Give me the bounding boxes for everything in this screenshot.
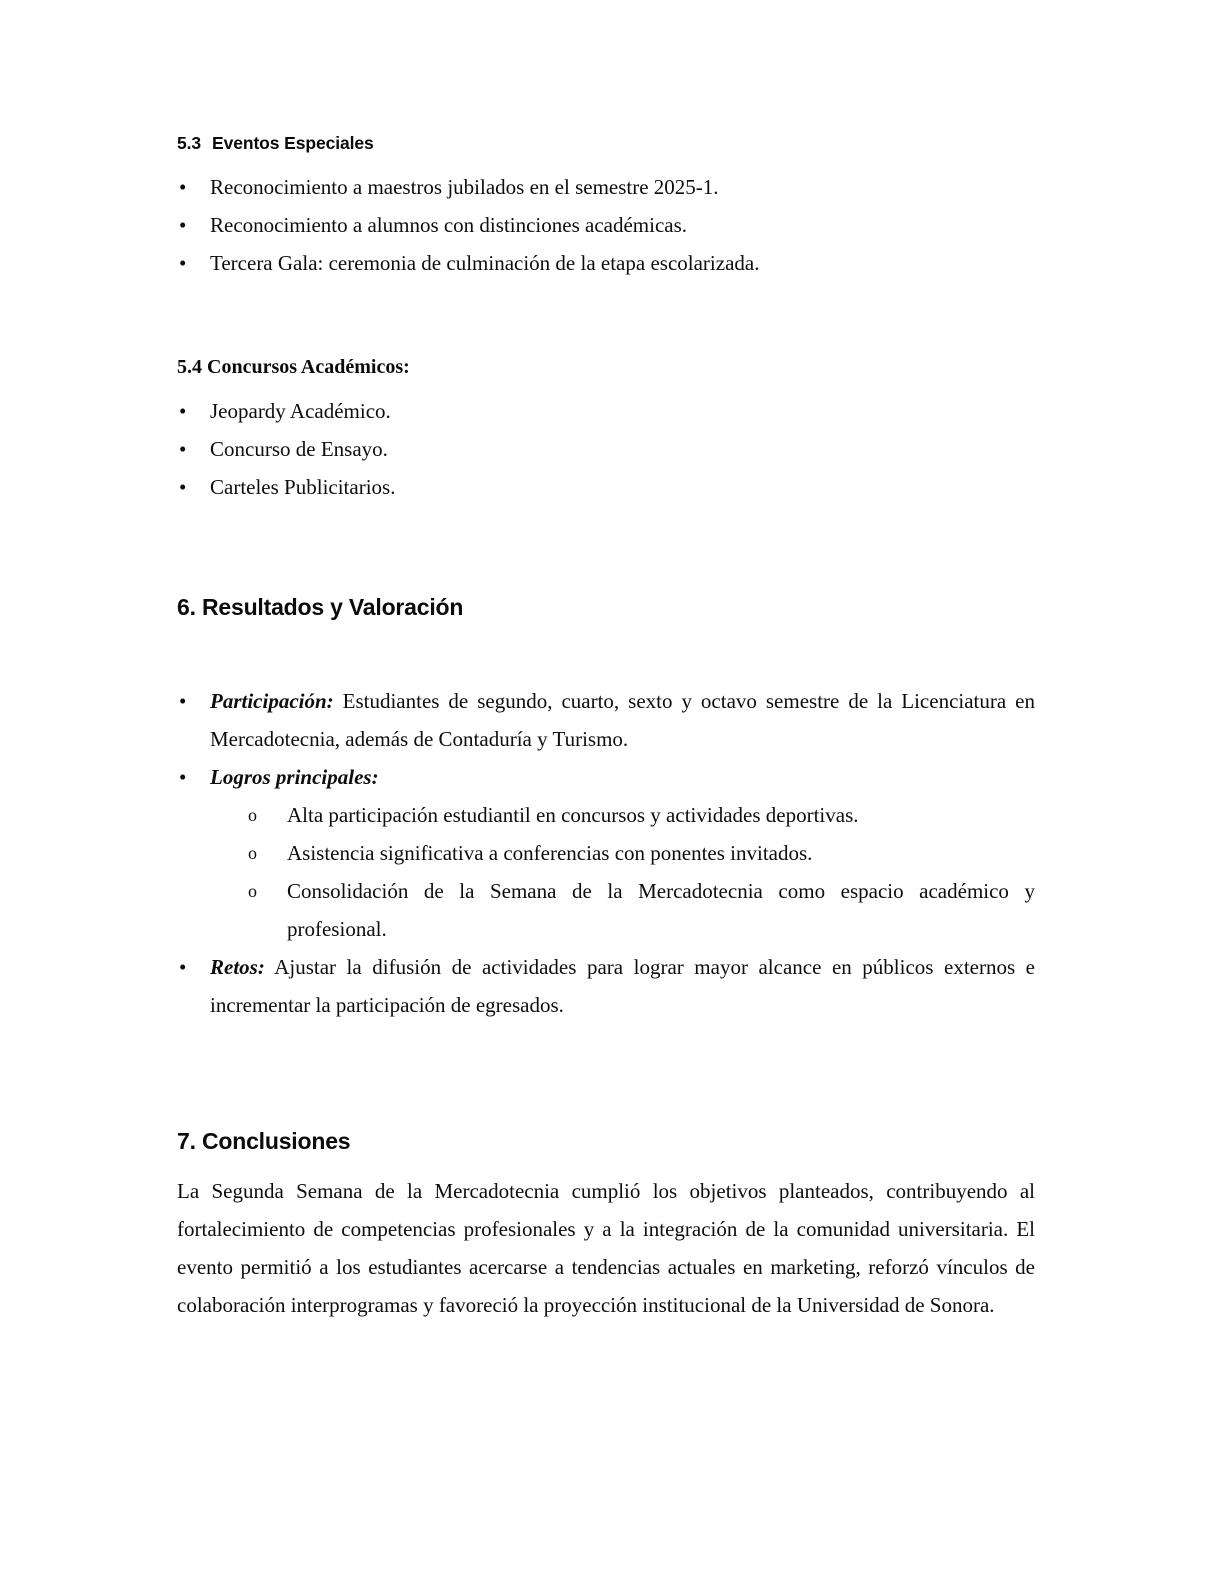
list-item-text: Concurso de Ensayo.	[210, 437, 388, 461]
spacer	[177, 1110, 1035, 1126]
list-logros-principales	[177, 796, 1035, 948]
list-item-text: Alta participación estudiantil en concursos y actividades deportivas.	[287, 803, 859, 827]
list-item-lead: Logros principales:	[210, 765, 379, 789]
list-item-text: Estudiantes de segundo, cuarto, sexto y octavo semestre de la Licenciatura en Mercadotecnia, además de Contaduría y Turismo.	[210, 689, 1035, 751]
list-item	[177, 244, 1035, 282]
subbullet-icon: o	[248, 805, 257, 825]
list-item	[177, 468, 1035, 506]
list-item	[177, 168, 1035, 206]
bullet-icon: •	[179, 765, 187, 789]
bullet-icon: •	[179, 399, 187, 423]
list-item	[177, 206, 1035, 244]
heading-5-3-number: 5.3	[177, 133, 202, 153]
heading-5-4-title: Concursos Académicos:	[207, 356, 410, 378]
list-item-text: Consolidación de la Semana de la Mercadotecnia como espacio académico y profesional.	[287, 879, 1035, 941]
spacer	[177, 1024, 1035, 1110]
list-item-text: Jeopardy Académico.	[210, 399, 391, 423]
list-item-text: Carteles Publicitarios.	[210, 475, 396, 499]
bullet-icon: •	[179, 955, 187, 979]
list-item	[177, 430, 1035, 468]
subbullet-icon: o	[248, 881, 257, 901]
spacer	[177, 506, 1035, 592]
list-item-text: Reconocimiento a maestros jubilados en el semestre 2025-1.	[210, 175, 719, 199]
conclusiones-paragraph: La Segunda Semana de la Mercadotecnia cumplió los objetivos planteados, contribuyendo al fortalecimiento de competencias profesionales y a la integración de la comunidad universitaria. El evento permitió a los estudiantes acercarse a tendencias actuales en marketing, reforzó vínculos de colaboración interprogramas y favoreció la proyección institucional de la Universidad de Sonora.	[177, 1179, 1035, 1317]
list-item	[177, 872, 1035, 948]
list-retos	[177, 948, 1035, 1024]
list-item-text: Ajustar la difusión de actividades para lograr mayor alcance en públicos externos e incrementar la participación de egresados.	[210, 955, 1035, 1017]
list-concursos-academicos	[177, 392, 1035, 506]
list-item-text: Asistencia significativa a conferencias con ponentes invitados.	[287, 841, 813, 865]
document-body	[177, 130, 1035, 1324]
list-item-lead: Retos:	[210, 955, 265, 979]
spacer	[177, 282, 1035, 354]
list-resultados	[177, 682, 1035, 796]
list-item	[177, 796, 1035, 834]
bullet-icon: •	[179, 437, 187, 461]
list-item	[177, 948, 1035, 1024]
bullet-icon: •	[179, 251, 187, 275]
list-item	[177, 834, 1035, 872]
bullet-icon: •	[179, 689, 187, 713]
list-item	[177, 392, 1035, 430]
heading-5-3-title: Eventos Especiales	[212, 133, 374, 153]
bullet-icon: •	[179, 213, 187, 237]
list-item	[177, 682, 1035, 758]
heading-section-6: 6. Resultados y Valoración	[177, 594, 464, 620]
heading-5-4	[177, 354, 1035, 380]
heading-5-3	[177, 130, 1035, 156]
spacer	[177, 622, 1035, 682]
bullet-icon: •	[179, 175, 187, 199]
list-item-text: Reconocimiento a alumnos con distinciones académicas.	[210, 213, 688, 237]
list-item	[177, 758, 1035, 796]
list-item-lead: Participación:	[210, 689, 334, 713]
subbullet-icon: o	[248, 843, 257, 863]
heading-section-7: 7. Conclusiones	[177, 1128, 351, 1154]
heading-5-4-number: 5.4	[177, 356, 202, 378]
list-eventos-especiales	[177, 168, 1035, 282]
spacer	[177, 1156, 1035, 1172]
bullet-icon: •	[179, 475, 187, 499]
list-item-text: Tercera Gala: ceremonia de culminación de la etapa escolarizada.	[210, 251, 760, 275]
